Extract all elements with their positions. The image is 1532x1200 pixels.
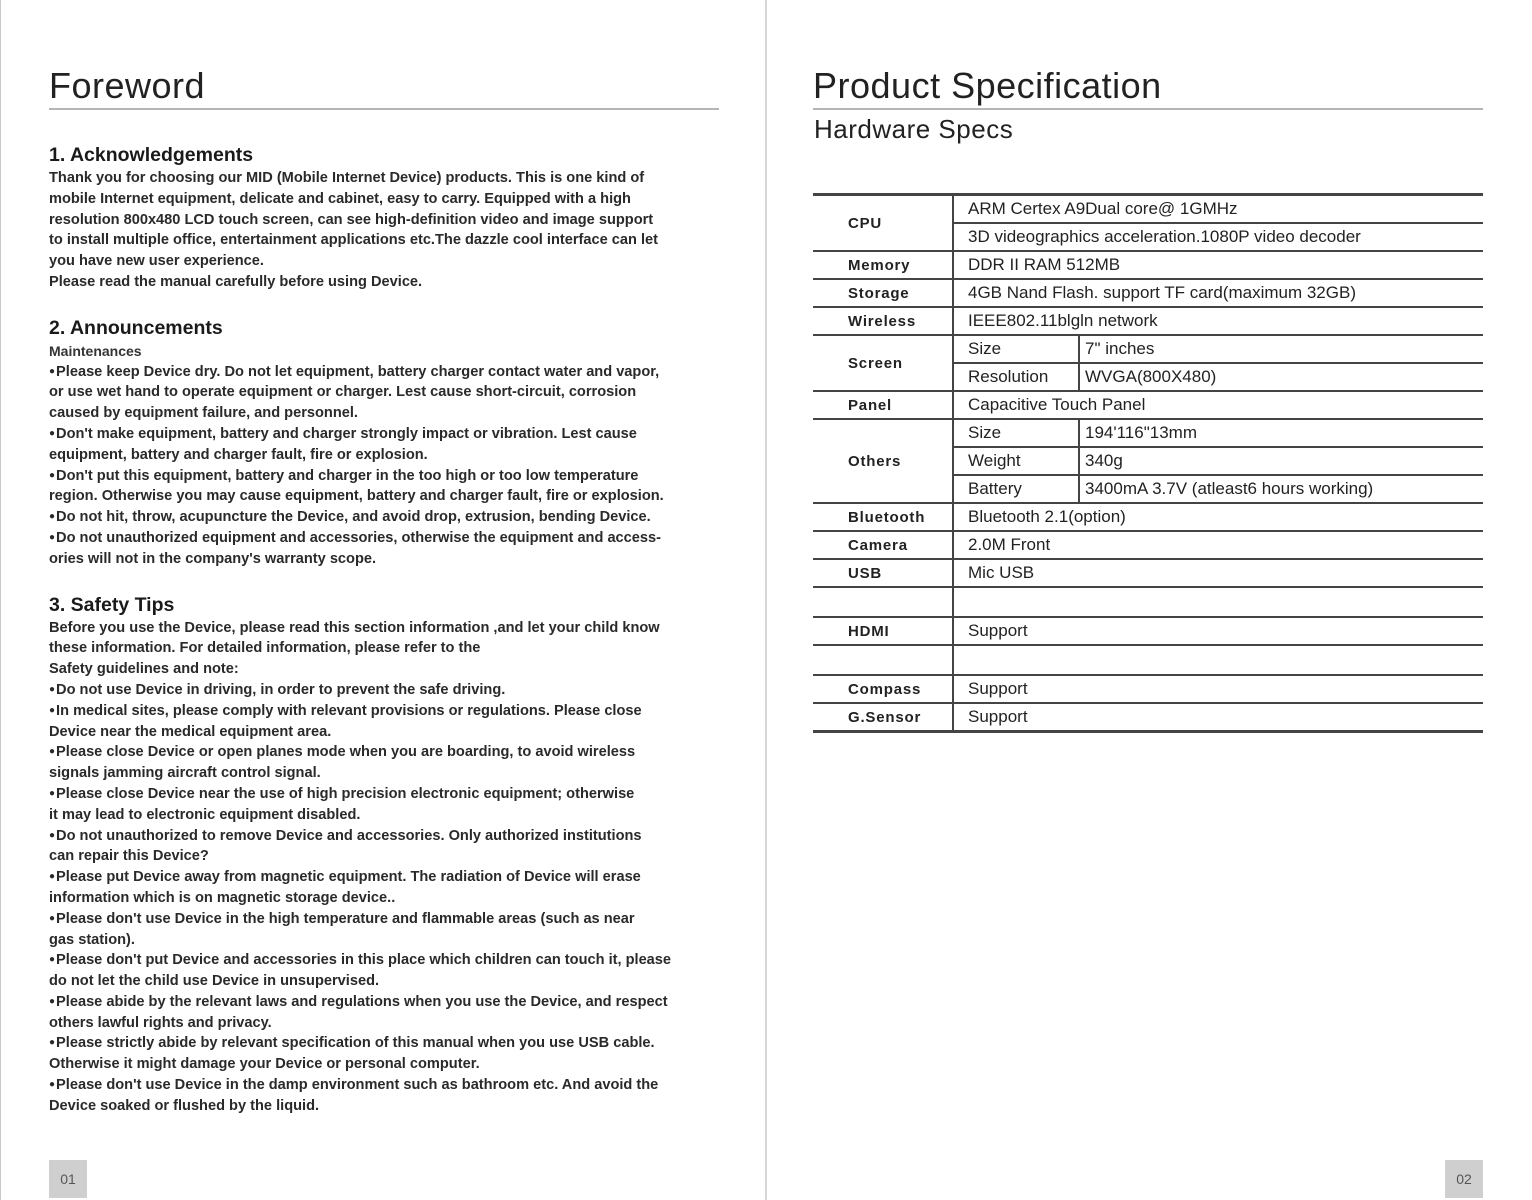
spec-value-wireless: IEEE802.11blgln network (953, 307, 1483, 335)
subsection-label-maintenances: Maintenances (49, 342, 142, 359)
table-row (813, 503, 1483, 531)
spec-value-empty (953, 645, 1483, 675)
text-line: information which is on magnetic storage device.. (49, 889, 396, 906)
spec-value-empty (953, 587, 1483, 617)
text-line: Otherwise it might damage your Device or personal computer. (49, 1056, 480, 1073)
text-line: mobile Internet equipment, delicate and cabinet, easy to carry. Equipped with a high (49, 190, 631, 207)
spec-value-usb: Mic USB (953, 559, 1483, 587)
spec-sublabel-size: Size (953, 419, 1079, 447)
text-line: ories will not in the company's warranty scope. (49, 550, 377, 567)
text-line: or use wet hand to operate equipment or charger. Lest cause short-circuit, corrosion (49, 384, 637, 401)
spec-value-camera: 2.0M Front (953, 531, 1483, 559)
text-line: others lawful rights and privacy. (49, 1014, 272, 1031)
left-page (0, 0, 765, 1200)
spec-label-hdmi: HDMI (813, 617, 953, 645)
text-line: can repair this Device? (49, 848, 209, 865)
bullet-line: ● Please keep Device dry. Do not let equipment, battery charger contact water and vapor, (49, 362, 739, 383)
spec-value-resolution: WVGA(800X480) (1079, 363, 1483, 391)
bullet-line: ● Please strictly abide by relevant specification of this manual when you use USB cable. (49, 1033, 739, 1054)
spec-label-others: Others (813, 419, 953, 503)
spec-sublabel-screen-size: Size (953, 335, 1079, 363)
hardware-specs-table (813, 193, 1483, 733)
table-row (813, 195, 1483, 224)
spec-value-gsensor: Support (953, 703, 1483, 732)
spec-label-compass: Compass (813, 675, 953, 703)
bullet-line: ● Do not use Device in driving, in order to prevent the safe driving. (49, 680, 739, 701)
spec-value-panel: Capacitive Touch Panel (953, 391, 1483, 419)
spec-sublabel-battery: Battery (953, 475, 1079, 503)
subtitle-hardware-specs: Hardware Specs (814, 114, 1014, 144)
spec-value-dimensions: 194'116"13mm (1079, 419, 1483, 447)
spec-label-memory: Memory (813, 251, 953, 279)
table-row (813, 559, 1483, 587)
text-line: Device near the medical equipment area. (49, 723, 332, 740)
text-line: Safety guidelines and note: (49, 661, 239, 678)
foreword-content (49, 142, 739, 1117)
text-line: region. Otherwise you may cause equipment, battery and charger fault, fire or explosion. (49, 488, 664, 505)
spec-value-weight: 340g (1079, 447, 1483, 475)
table-row (813, 279, 1483, 307)
spec-label-cpu: CPU (813, 195, 953, 252)
spec-value-cpu-graphics: 3D videographics acceleration.1080P video decoder (953, 223, 1483, 251)
text-line: these information. For detailed information, please refer to the (49, 640, 481, 657)
bullet-line: ● Please don't use Device in the damp environment such as bathroom etc. And avoid the (49, 1075, 739, 1096)
table-row-empty (813, 645, 1483, 675)
text-line: resolution 800x480 LCD touch screen, can see high-definition video and image support (49, 211, 654, 228)
spec-label-screen: Screen (813, 335, 953, 391)
bullet-line: ● Don't make equipment, battery and charger strongly impact or vibration. Lest cause (49, 424, 739, 445)
spec-value-compass: Support (953, 675, 1483, 703)
spec-label-empty (813, 587, 953, 617)
title-underline (49, 108, 719, 110)
bullet-line: ● Please close Device or open planes mode when you are boarding, to avoid wireless (49, 742, 739, 763)
table-row (813, 617, 1483, 645)
spec-label-gsensor: G.Sensor (813, 703, 953, 732)
text-line: Before you use the Device, please read this section information ,and let your child know (49, 619, 660, 636)
title-underline (813, 108, 1483, 110)
bullet-line: ● Don't put this equipment, battery and charger in the too high or too low temperature (49, 466, 739, 487)
table-row (813, 251, 1483, 279)
bullet-line: ● Do not unauthorized equipment and accessories, otherwise the equipment and access- (49, 528, 739, 549)
spec-label-wireless: Wireless (813, 307, 953, 335)
spec-sublabel-weight: Weight (953, 447, 1079, 475)
text-line: gas station). (49, 931, 135, 948)
table-row (813, 307, 1483, 335)
table-row-empty (813, 587, 1483, 617)
bullet-line: ● Please abide by the relevant laws and regulations when you use the Device, and respect (49, 992, 739, 1013)
spec-label-camera: Camera (813, 531, 953, 559)
text-line: do not let the child use Device in unsupervised. (49, 973, 380, 990)
page-number-right: 02 (1445, 1160, 1483, 1198)
bullet-line: ● Do not hit, throw, acupuncture the Device, and avoid drop, extrusion, bending Device. (49, 507, 739, 528)
text-line: Device soaked or flushed by the liquid. (49, 1097, 320, 1114)
spec-value-hdmi: Support (953, 617, 1483, 645)
table-row (813, 335, 1483, 363)
spec-value-battery: 3400mA 3.7V (atleast6 hours working) (1079, 475, 1483, 503)
bullet-line: ● Please don't use Device in the high temperature and flammable areas (such as near (49, 909, 739, 930)
section-heading-safety-tips: 3. Safety Tips (49, 593, 175, 616)
table-row (813, 531, 1483, 559)
table-row (813, 391, 1483, 419)
text-line: you have new user experience. (49, 253, 264, 270)
page-title-product-specification: Product Specification (813, 65, 1162, 106)
table-row (813, 675, 1483, 703)
spec-value-screen-size: 7" inches (1079, 335, 1483, 363)
spec-value-memory: DDR II RAM 512MB (953, 251, 1483, 279)
text-line: it may lead to electronic equipment disabled. (49, 806, 361, 823)
spec-value-bluetooth: Bluetooth 2.1(option) (953, 503, 1483, 531)
spec-value-storage: 4GB Nand Flash. support TF card(maximum 32GB) (953, 279, 1483, 307)
text-line: equipment, battery and charger fault, fire or explosion. (49, 446, 428, 463)
page-number-left: 01 (49, 1160, 87, 1198)
spec-sublabel-resolution: Resolution (953, 363, 1079, 391)
bullet-line: ● Please put Device away from magnetic equipment. The radiation of Device will erase (49, 867, 739, 888)
spec-label-bluetooth: Bluetooth (813, 503, 953, 531)
bullet-line: ● Please close Device near the use of high precision electronic equipment; otherwise (49, 784, 739, 805)
text-line: to install multiple office, entertainment applications etc.The dazzle cool interface can let (49, 232, 659, 249)
section-heading-announcements: 2. Announcements (49, 316, 223, 339)
text-line: caused by equipment failure, and personnel. (49, 405, 358, 422)
table-row (813, 419, 1483, 447)
bullet-line: ● Please don't put Device and accessories in this place which children can touch it, please (49, 950, 739, 971)
bullet-line: ● In medical sites, please comply with relevant provisions or regulations. Please close (49, 701, 739, 722)
text-line: Please read the manual carefully before using Device. (49, 273, 423, 290)
right-page (767, 0, 1532, 1200)
table-row (813, 703, 1483, 732)
page-title-foreword: Foreword (49, 65, 206, 106)
spec-label-usb: USB (813, 559, 953, 587)
spec-label-storage: Storage (813, 279, 953, 307)
text-line: signals jamming aircraft control signal. (49, 765, 321, 782)
spec-value-cpu-core: ARM Certex A9Dual core@ 1GMHz (953, 195, 1483, 224)
text-line: Thank you for choosing our MID (Mobile Internet Device) products. This is one kind of (49, 170, 645, 186)
spec-label-panel: Panel (813, 391, 953, 419)
section-heading-acknowledgements: 1. Acknowledgements (49, 144, 254, 166)
spec-label-empty (813, 645, 953, 675)
bullet-line: ● Do not unauthorized to remove Device and accessories. Only authorized institutions (49, 826, 739, 847)
